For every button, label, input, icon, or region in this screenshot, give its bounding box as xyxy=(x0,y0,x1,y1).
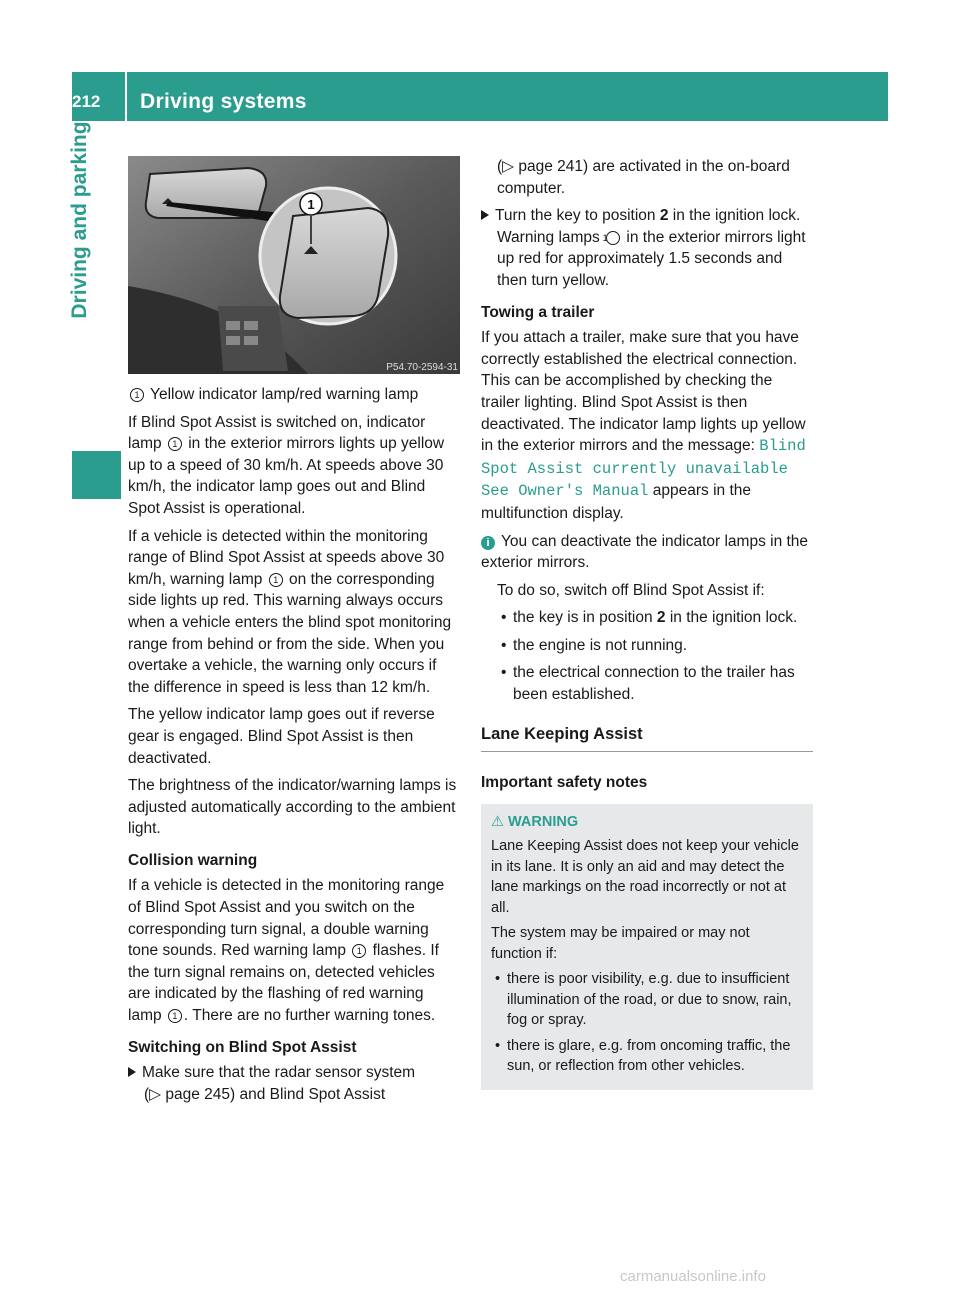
figure-code: P54.70-2594-31 xyxy=(386,362,458,373)
warning-text: The system may be impaired or may not function if: xyxy=(491,925,750,962)
warning-text: Lane Keeping Assist does not keep your vehicle in its lane. It is only an aid and may detect the lane markings on the road incorrectly or not at all. xyxy=(491,838,799,916)
warning-list-item: • there is glare, e.g. from oncoming traffic, the sun, or reflection from other vehicles. xyxy=(491,1036,803,1077)
instruction-step: Make sure that the radar sensor system (▷ page 245) and Blind Spot Assist xyxy=(128,1062,460,1105)
figure-caption: 1 Yellow indicator lamp/red warning lamp xyxy=(128,384,460,406)
info-icon: i xyxy=(481,536,495,550)
paragraph: If a vehicle is detected in the monitoring range of Blind Spot Assist and you switch on the corresponding turn signal, a double warning tone sounds. Red warning lamp 1 flashes. If the turn signal remains on, detected vehicles are indicated by the flashing of red warning lamp 1 . There are no further warning tones. xyxy=(128,877,445,1025)
warning-list-item: • there is poor visibility, e.g. due to insufficient illumination of the road, or due to snow, rain, fog or spray. xyxy=(491,969,803,1031)
right-column xyxy=(481,156,813,1090)
callout-1-icon: 1 xyxy=(168,437,182,451)
paragraph: If a vehicle is detected within the monitoring range of Blind Spot Assist at speeds above 30 km/h, warning lamp 1 on the corresponding side lights up red. This warning always occurs when a vehicle enters the blind spot monitoring range from behind or from the side. When you overtake a vehicle, the warning only occurs if the difference in speed is less than 12 km/h. xyxy=(128,527,452,696)
instruction-step: Turn the key to position 2 in the ignition lock. Warning lamps 1 in the exterior mirrors light up red for approximately 1.5 seconds and then turn yellow. xyxy=(481,205,813,291)
paragraph: If you attach a trailer, make sure that you have correctly established the electrical connection. This can be accomplished by checking the trailer lighting. Blind Spot Assist is then deactivated. The indicator lamp lights up yellow in the exterior mirrors and the message: Blind Spot Assist currently unavailable See Owner's Manual appears in the multifunction display. xyxy=(481,329,806,522)
arrow-right-icon xyxy=(128,1067,136,1077)
header-divider xyxy=(125,72,127,121)
figure-callout: 1 xyxy=(307,197,315,212)
callout-1-icon: 1 xyxy=(168,1009,182,1023)
heading-collision-warning: Collision warning xyxy=(128,851,258,869)
display-message: Blind Spot Assist currently unavailable See Owner's Manual xyxy=(481,437,806,501)
heading-safety-notes: Important safety notes xyxy=(481,774,648,792)
mirror-figure xyxy=(128,156,460,374)
section-title: Driving systems xyxy=(140,90,307,113)
arrow-right-icon xyxy=(481,210,489,220)
side-tab-marker xyxy=(72,451,121,499)
paragraph: If Blind Spot Assist is switched on, indicator lamp 1 in the exterior mirrors lights up yellow up to a speed of 30 km/h. At speeds above 30 km/h, the indicator lamp goes out and Blind Spot Assist is operational. xyxy=(128,413,445,517)
heading-towing: Towing a trailer xyxy=(481,303,595,321)
warning-box xyxy=(481,804,813,1090)
list-item: • the electrical connection to the trailer has been established. xyxy=(497,662,813,705)
side-tab-label: Driving and parking xyxy=(68,121,91,319)
page-number: 212 xyxy=(72,92,101,111)
info-note: i You can deactivate the indicator lamps in the exterior mirrors. xyxy=(481,532,809,572)
warning-title: ⚠ WARNING xyxy=(491,813,579,830)
heading-lane-keeping: Lane Keeping Assist xyxy=(481,724,813,753)
list-item: • the key is in position 2 in the ignition lock. xyxy=(497,607,813,629)
heading-switching-on: Switching on Blind Spot Assist xyxy=(128,1038,357,1056)
info-note-cont: To do so, switch off Blind Spot Assist if: xyxy=(497,581,765,599)
list-item: • the engine is not running. xyxy=(497,635,813,657)
warning-triangle-icon: ⚠ xyxy=(491,813,504,830)
instruction-continued: (▷ page 241) are activated in the on-board computer. xyxy=(497,158,790,197)
paragraph: The brightness of the indicator/warning lamps is adjusted automatically according to the ambient light. xyxy=(128,777,457,838)
left-column xyxy=(128,384,460,1111)
footer-watermark: carmanualsonline.info xyxy=(620,1268,766,1285)
callout-1-icon: 1 xyxy=(606,231,620,245)
callout-1-icon: 1 xyxy=(269,573,283,587)
paragraph: The yellow indicator lamp goes out if reverse gear is engaged. Blind Spot Assist is then deactivated. xyxy=(128,706,435,767)
callout-1-icon: 1 xyxy=(352,944,366,958)
callout-1-icon: 1 xyxy=(130,388,144,402)
